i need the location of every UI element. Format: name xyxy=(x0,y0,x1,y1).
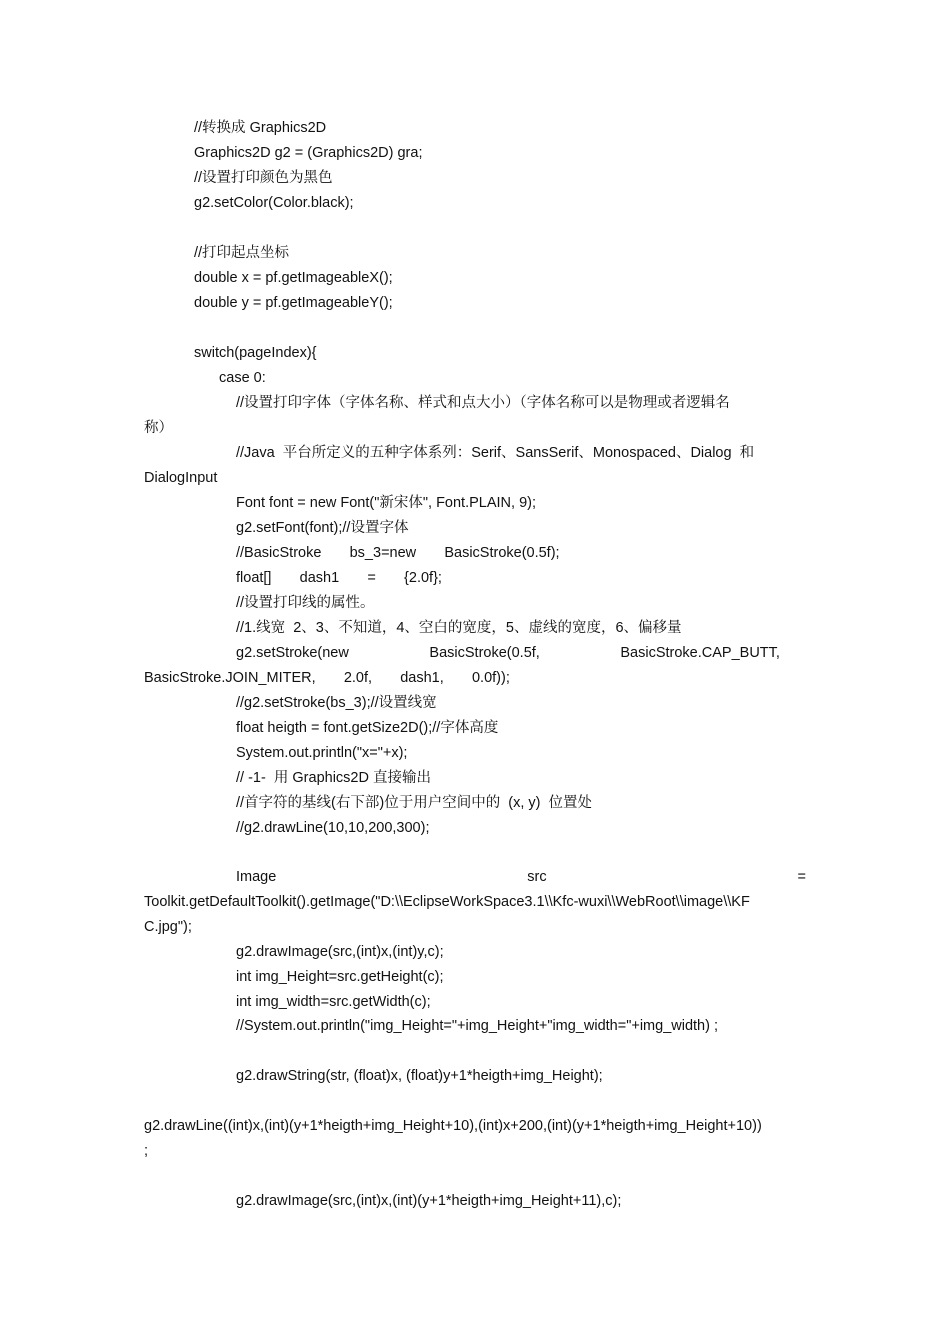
code-token: src xyxy=(527,869,547,885)
code-line: 称） xyxy=(144,420,173,436)
code-token: Image xyxy=(236,869,277,885)
code-line: g2.drawImage(src,(int)x,(int)(y+1*heigth+img_Height+11),c); xyxy=(236,1193,622,1209)
code-token: = xyxy=(797,869,806,885)
code-line: Graphics2D g2 = (Graphics2D) gra; xyxy=(194,145,423,161)
code-line: //1.线宽 2、3、不知道，4、空白的宽度，5、虚线的宽度，6、偏移量 xyxy=(236,620,682,636)
code-line: BasicStroke.JOIN_MITER, 2.0f, dash1, 0.0f)); xyxy=(144,670,510,686)
code-line: //BasicStroke bs_3=new BasicStroke(0.5f); xyxy=(236,545,560,561)
code-line: C.jpg"); xyxy=(144,919,192,935)
code-line: int img_width=src.getWidth(c); xyxy=(236,994,431,1010)
code-line: g2.setFont(font);//设置字体 xyxy=(236,520,409,536)
code-line: // -1- 用 Graphics2D 直接输出 xyxy=(236,770,431,786)
code-line: //设置打印字体（字体名称、样式和点大小）（字体名称可以是物理或者逻辑名 xyxy=(236,395,730,411)
code-line: System.out.println("x="+x); xyxy=(236,745,408,761)
code-line: g2.drawLine((int)x,(int)(y+1*heigth+img_Height+10),(int)x+200,(int)(y+1*heigth+img_Height+10)) xyxy=(144,1118,762,1134)
code-line: DialogInput xyxy=(144,470,218,486)
code-line: g2.drawString(str, (float)x, (float)y+1*heigth+img_Height); xyxy=(236,1068,603,1084)
code-line: //打印起点坐标 xyxy=(194,245,290,261)
code-line: //设置打印颜色为黑色 xyxy=(194,170,333,186)
code-line: Toolkit.getDefaultToolkit().getImage("D:\\EclipseWorkSpace3.1\\Kfc-wuxi\\WebRoot\\image\\KF xyxy=(144,894,750,910)
code-line: g2.setStroke(new BasicStroke(0.5f, BasicStroke.CAP_BUTT, xyxy=(236,645,780,661)
code-line: //首字符的基线(右下部)位于用户空间中的 (x, y) 位置处 xyxy=(236,795,593,811)
code-line: int img_Height=src.getHeight(c); xyxy=(236,969,444,985)
code-line: //g2.drawLine(10,10,200,300); xyxy=(236,820,430,836)
code-line: case 0: xyxy=(219,370,266,386)
code-line: float heigth = font.getSize2D();//字体高度 xyxy=(236,720,499,736)
code-line: //Java 平台所定义的五种字体系列：Serif、SansSerif、Monospaced、Dialog 和 xyxy=(236,445,755,461)
code-line: float[] dash1 = {2.0f}; xyxy=(236,570,442,586)
code-line: double y = pf.getImageableY(); xyxy=(194,295,393,311)
code-line: //g2.setStroke(bs_3);//设置线宽 xyxy=(236,695,437,711)
code-line: //设置打印线的属性。 xyxy=(236,595,375,611)
code-line: ; xyxy=(144,1143,149,1159)
code-line: switch(pageIndex){ xyxy=(194,345,317,361)
image-declaration-line xyxy=(236,867,806,887)
code-line: Font font = new Font("新宋体", Font.PLAIN, 9); xyxy=(236,495,537,511)
code-line: //转换成 Graphics2D xyxy=(194,120,327,136)
code-line: g2.drawImage(src,(int)x,(int)y,c); xyxy=(236,944,444,960)
code-line: g2.setColor(Color.black); xyxy=(194,195,354,211)
code-line: double x = pf.getImageableX(); xyxy=(194,270,393,286)
code-line: //System.out.println("img_Height="+img_Height+"img_width="+img_width) ; xyxy=(236,1018,718,1034)
